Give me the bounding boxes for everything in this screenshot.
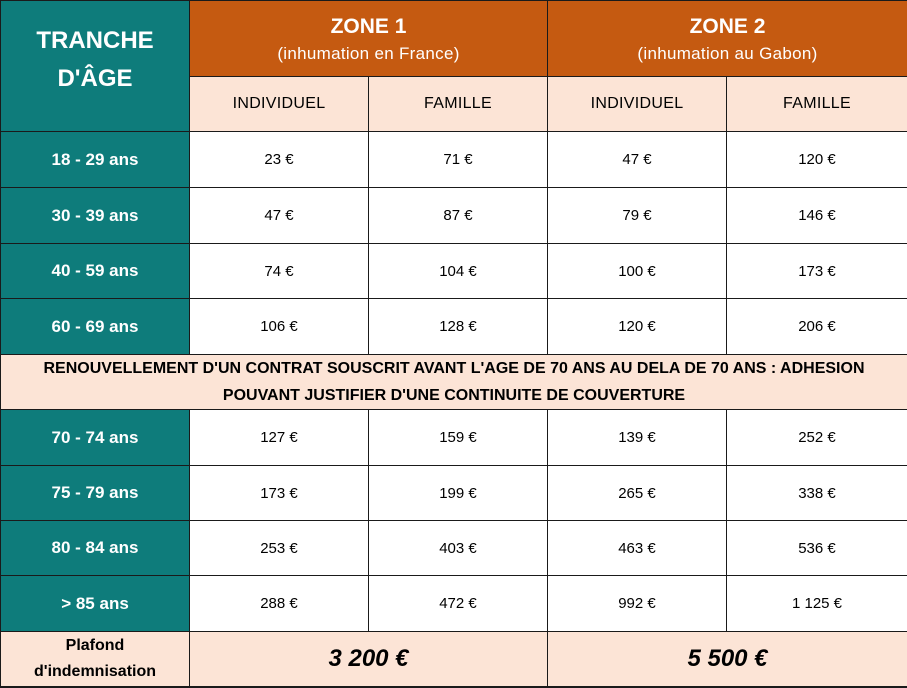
ceiling-label bbox=[1, 632, 190, 687]
zone1-header bbox=[190, 1, 548, 77]
price-cell: 265 € bbox=[548, 466, 727, 521]
price-cell: 71 € bbox=[369, 132, 548, 188]
age-cell: 18 - 29 ans bbox=[1, 132, 190, 188]
price-cell: 120 € bbox=[727, 132, 907, 188]
price-cell: 253 € bbox=[190, 521, 369, 576]
price-cell: 23 € bbox=[190, 132, 369, 188]
age-header-line1: TRANCHE bbox=[36, 27, 154, 54]
age-cell: 60 - 69 ans bbox=[1, 299, 190, 355]
price-cell: 463 € bbox=[548, 521, 727, 576]
price-cell: 1 125 € bbox=[727, 576, 907, 632]
age-header-line2: D'ÂGE bbox=[57, 65, 133, 92]
price-cell: 74 € bbox=[190, 244, 369, 299]
price-cell: 100 € bbox=[548, 244, 727, 299]
price-cell: 992 € bbox=[548, 576, 727, 632]
price-cell: 87 € bbox=[369, 188, 548, 244]
col-header-zone1-famille: FAMILLE bbox=[369, 77, 548, 132]
price-cell: 536 € bbox=[727, 521, 907, 576]
price-cell: 338 € bbox=[727, 466, 907, 521]
price-cell: 106 € bbox=[190, 299, 369, 355]
age-cell: 40 - 59 ans bbox=[1, 244, 190, 299]
col-header-zone1-individuel: INDIVIDUEL bbox=[190, 77, 369, 132]
price-cell: 47 € bbox=[548, 132, 727, 188]
zone2-title: ZONE 2 bbox=[689, 14, 766, 38]
ceiling-label-line1: Plafond bbox=[65, 637, 125, 654]
price-cell: 199 € bbox=[369, 466, 548, 521]
ceiling-zone1-value: 3 200 € bbox=[190, 632, 548, 687]
age-cell: 75 - 79 ans bbox=[1, 466, 190, 521]
zone2-subtitle: (inhumation au Gabon) bbox=[637, 43, 818, 63]
price-cell: 288 € bbox=[190, 576, 369, 632]
zone2-header bbox=[548, 1, 907, 77]
age-cell: > 85 ans bbox=[1, 576, 190, 632]
age-range-header bbox=[1, 1, 190, 132]
price-cell: 173 € bbox=[190, 466, 369, 521]
price-cell: 159 € bbox=[369, 410, 548, 466]
col-header-zone2-famille: FAMILLE bbox=[727, 77, 907, 132]
price-cell: 403 € bbox=[369, 521, 548, 576]
ceiling-zone2-value: 5 500 € bbox=[548, 632, 907, 687]
price-cell: 173 € bbox=[727, 244, 907, 299]
price-cell: 128 € bbox=[369, 299, 548, 355]
ceiling-label-line2: d'indemnisation bbox=[33, 663, 157, 680]
age-cell: 80 - 84 ans bbox=[1, 521, 190, 576]
zone1-subtitle: (inhumation en France) bbox=[277, 43, 460, 63]
col-header-zone2-individuel: INDIVIDUEL bbox=[548, 77, 727, 132]
renewal-notice-line1: RENOUVELLEMENT D'UN CONTRAT SOUSCRIT AVANT L'AGE DE 70 ANS AU DELA DE 70 ANS : ADHESION bbox=[43, 360, 865, 377]
price-cell: 79 € bbox=[548, 188, 727, 244]
renewal-notice-line2: POUVANT JUSTIFIER D'UNE CONTINUITE DE COUVERTURE bbox=[222, 387, 686, 404]
price-cell: 127 € bbox=[190, 410, 369, 466]
price-cell: 104 € bbox=[369, 244, 548, 299]
price-cell: 472 € bbox=[369, 576, 548, 632]
price-cell: 206 € bbox=[727, 299, 907, 355]
renewal-notice-banner bbox=[1, 355, 907, 410]
zone1-title: ZONE 1 bbox=[330, 14, 407, 38]
price-cell: 47 € bbox=[190, 188, 369, 244]
price-cell: 120 € bbox=[548, 299, 727, 355]
age-cell: 30 - 39 ans bbox=[1, 188, 190, 244]
age-cell: 70 - 74 ans bbox=[1, 410, 190, 466]
price-cell: 252 € bbox=[727, 410, 907, 466]
price-cell: 139 € bbox=[548, 410, 727, 466]
price-cell: 146 € bbox=[727, 188, 907, 244]
